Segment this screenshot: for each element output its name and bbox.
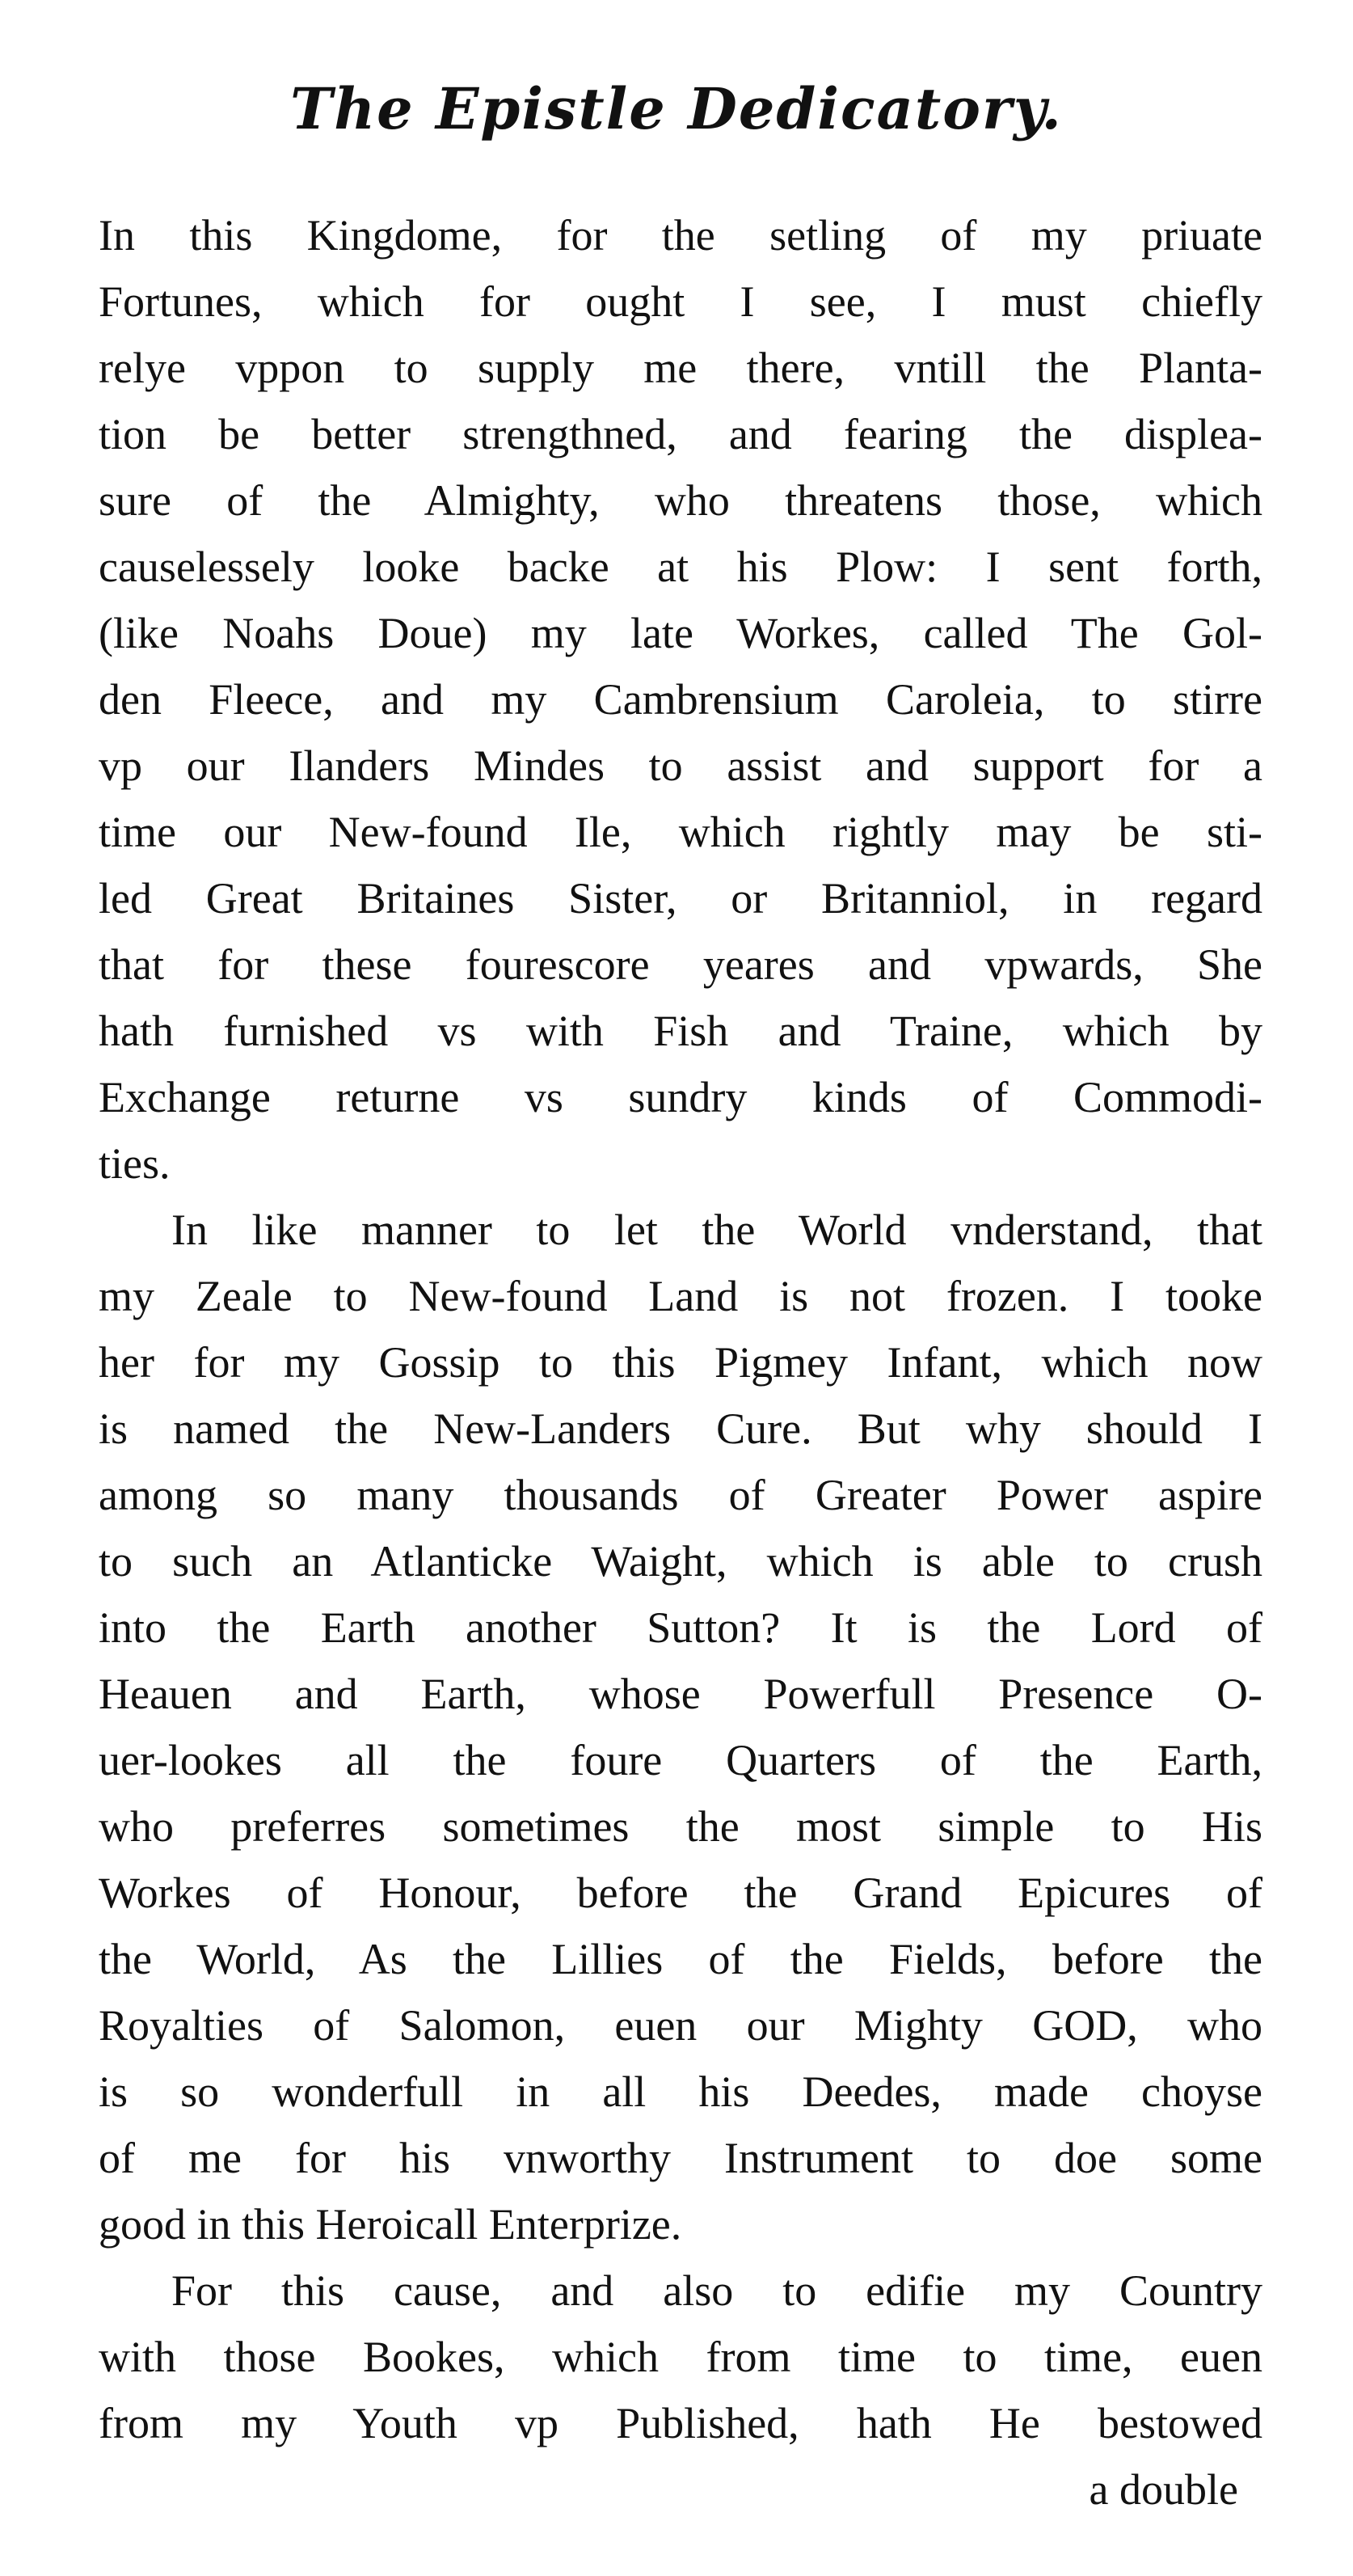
text-line: good in this Heroicall Enterprize. — [99, 2200, 682, 2249]
text-line: Fortunes, which for ought I see, I must chiefly — [99, 277, 1262, 326]
text-line: Exchange returne vs sundry kinds of Commodi- — [99, 1073, 1262, 1121]
text-line: In like manner to let the World vnderstand, that — [171, 1206, 1262, 1254]
text-line: vp our Ilanders Mindes to assist and support for a — [99, 741, 1262, 790]
text-line: causelessely looke backe at his Plow: I sent forth, — [99, 543, 1262, 591]
text-line: (like Noahs Doue) my late Workes, called The Gol- — [99, 609, 1262, 657]
text-line: the World, As the Lillies of the Fields, before the — [99, 1935, 1262, 1983]
text-line: relye vppon to supply me there, vntill the Planta- — [99, 344, 1262, 392]
text-line: For this cause, and also to edifie my Country — [171, 2266, 1262, 2315]
body-text — [99, 202, 1262, 2523]
paragraph-2 — [99, 1197, 1262, 2257]
paragraph-3 — [99, 2257, 1262, 2456]
paragraph-1 — [99, 202, 1262, 1197]
running-head: The Epistle Dedicatory. — [290, 75, 1063, 142]
text-line: led Great Britaines Sister, or Britanniol, in regard — [99, 874, 1262, 923]
text-line: that for these fourescore yeares and vpwards, She — [99, 940, 1262, 989]
text-line: hath furnished vs with Fish and Traine, which by — [99, 1007, 1262, 1055]
text-line: ties. — [99, 1139, 171, 1188]
text-line: who preferres sometimes the most simple to His — [99, 1802, 1262, 1851]
text-line: among so many thousands of Greater Power aspire — [99, 1471, 1262, 1519]
text-line: her for my Gossip to this Pigmey Infant, which now — [99, 1338, 1262, 1387]
text-line: tion be better strengthned, and fearing the displea- — [99, 410, 1262, 458]
text-line: from my Youth vp Published, hath He bestowed — [99, 2399, 1262, 2447]
text-line: into the Earth another Sutton? It is the Lord of — [99, 1603, 1262, 1652]
text-line: Royalties of Salomon, euen our Mighty GOD, who — [99, 2001, 1262, 2050]
text-line: time our New-found Ile, which rightly may be sti- — [99, 808, 1262, 856]
text-line: of me for his vnworthy Instrument to doe some — [99, 2134, 1262, 2182]
text-line: with those Bookes, which from time to time, euen — [99, 2333, 1262, 2381]
text-line: my Zeale to New-found Land is not frozen. I tooke — [99, 1272, 1262, 1320]
text-line: is named the New-Landers Cure. But why should I — [99, 1404, 1262, 1453]
text-line: Heauen and Earth, whose Powerfull Presence O- — [99, 1670, 1262, 1718]
text-line: sure of the Almighty, who threatens those, which — [99, 476, 1262, 525]
catchword: a double — [1089, 2465, 1238, 2514]
text-line: is so wonderfull in all his Deedes, made choyse — [99, 2067, 1262, 2116]
text-line: to such an Atlanticke Waight, which is able to crush — [99, 1537, 1262, 1586]
text-line: den Fleece, and my Cambrensium Caroleia, to stirre — [99, 675, 1262, 724]
text-line: uer-lookes all the foure Quarters of the Earth, — [99, 1736, 1262, 1784]
text-line: Workes of Honour, before the Grand Epicures of — [99, 1869, 1262, 1917]
text-line: In this Kingdome, for the setling of my priuate — [99, 211, 1262, 260]
